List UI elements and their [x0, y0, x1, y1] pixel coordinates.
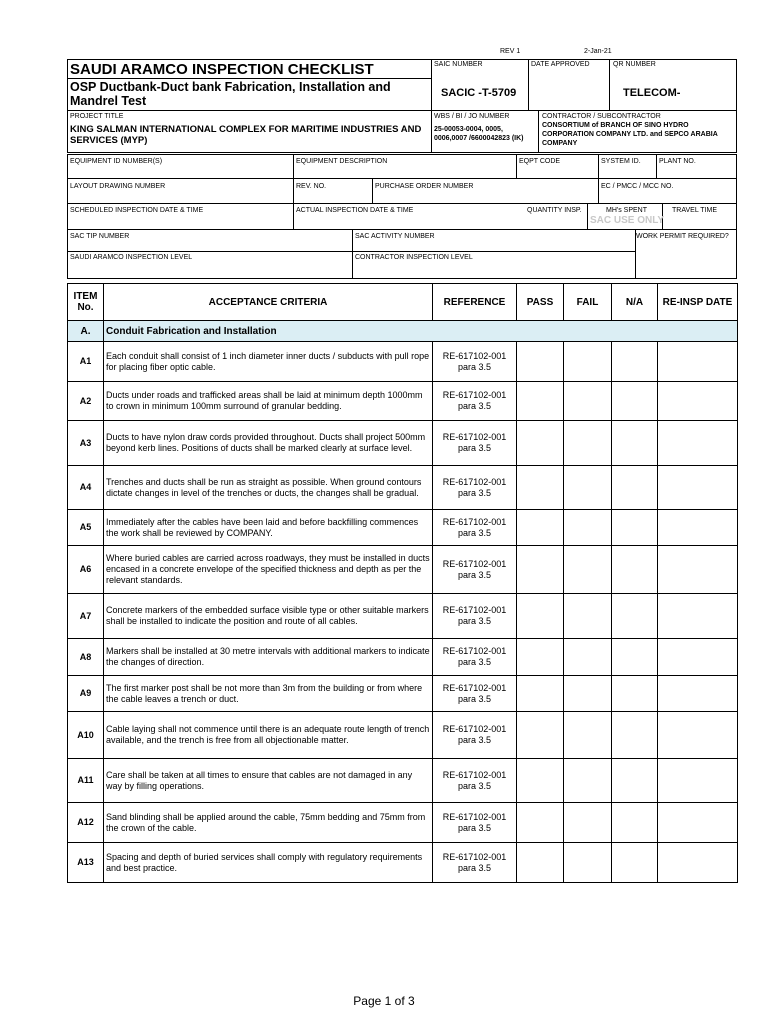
- pass-cell[interactable]: [517, 382, 564, 421]
- criteria-text: Ducts to have nylon draw cords provided throughout. Ducts shall project 500mm beyond kerb lines. Positions of ducts shall be marked clearly at surface level.: [104, 421, 433, 466]
- wbs-value: 25-00053-0004, 0005, 0006,0007 /6600042823 (IK): [434, 126, 524, 142]
- reference-cell: RE-617102-001 para 3.5: [433, 639, 517, 676]
- criteria-text: The first marker post shall be not more than 3m from the building or from where the cable leaves a trench or duct.: [104, 676, 433, 712]
- fail-cell[interactable]: [564, 594, 612, 639]
- header-fail: FAIL: [564, 284, 612, 321]
- reference-cell: RE-617102-001 para 3.5: [433, 510, 517, 546]
- page-number: Page 1 of 3: [353, 994, 415, 1008]
- criteria-text: Immediately after the cables have been laid and before backfilling commences the work shall be reviewed by COMPANY.: [104, 510, 433, 546]
- item-number: A1: [68, 342, 104, 382]
- actual-date-label: ACTUAL INSPECTION DATE & TIME: [296, 207, 414, 214]
- table-row: [68, 342, 738, 382]
- reference-cell: RE-617102-001 para 3.5: [433, 546, 517, 594]
- item-number: A13: [68, 843, 104, 883]
- reinsp-date-cell[interactable]: [658, 421, 738, 466]
- na-cell[interactable]: [612, 676, 658, 712]
- pass-cell[interactable]: [517, 421, 564, 466]
- pass-cell[interactable]: [517, 510, 564, 546]
- na-cell[interactable]: [612, 510, 658, 546]
- fail-cell[interactable]: [564, 676, 612, 712]
- pass-cell[interactable]: [517, 803, 564, 843]
- plant-no-label: PLANT NO.: [659, 158, 696, 165]
- item-number: A6: [68, 546, 104, 594]
- pass-cell[interactable]: [517, 676, 564, 712]
- pass-cell[interactable]: [517, 843, 564, 883]
- na-cell[interactable]: [612, 843, 658, 883]
- na-cell[interactable]: [612, 382, 658, 421]
- reinsp-date-cell[interactable]: [658, 510, 738, 546]
- reference-cell: RE-617102-001 para 3.5: [433, 421, 517, 466]
- date-approved-label: DATE APPROVED: [531, 61, 590, 68]
- table-row: [68, 382, 738, 421]
- fail-cell[interactable]: [564, 342, 612, 382]
- reinsp-date-cell[interactable]: [658, 466, 738, 510]
- table-row: [68, 546, 738, 594]
- qr-number-label: QR NUMBER: [613, 61, 656, 68]
- table-row: [68, 712, 738, 759]
- reference-cell: RE-617102-001 para 3.5: [433, 712, 517, 759]
- pass-cell[interactable]: [517, 546, 564, 594]
- saic-number-value: SACIC -T-5709: [441, 87, 517, 99]
- item-number: A5: [68, 510, 104, 546]
- na-cell[interactable]: [612, 466, 658, 510]
- na-cell[interactable]: [612, 421, 658, 466]
- item-number: A12: [68, 803, 104, 843]
- checklist-subtitle: OSP Ductbank-Duct bank Fabrication, Installation and Mandrel Test: [70, 80, 391, 108]
- reference-cell: RE-617102-001 para 3.5: [433, 466, 517, 510]
- na-cell[interactable]: [612, 546, 658, 594]
- sac-tip-label: SAC TIP NUMBER: [70, 233, 130, 240]
- ec-pmcc-label: EC / PMCC / MCC NO.: [601, 183, 674, 190]
- fail-cell[interactable]: [564, 759, 612, 803]
- saic-number-label: SAIC NUMBER: [434, 61, 483, 68]
- purchase-order-label: PURCHASE ORDER NUMBER: [375, 183, 474, 190]
- fail-cell[interactable]: [564, 639, 612, 676]
- header-acceptance-criteria: ACCEPTANCE CRITERIA: [104, 284, 433, 321]
- item-number: A2: [68, 382, 104, 421]
- table-row: [68, 510, 738, 546]
- rev-no-label: REV. NO.: [296, 183, 327, 190]
- contractor-label: CONTRACTOR / SUBCONTRACTOR: [542, 113, 661, 120]
- project-title-value: KING SALMAN INTERNATIONAL COMPLEX FOR MARITIME INDUSTRIES AND SERVICES (MYP): [70, 124, 422, 146]
- equipment-description-label: EQUIPMENT DESCRIPTION: [296, 158, 388, 165]
- eqpt-code-label: EQPT CODE: [519, 158, 561, 165]
- reinsp-date-cell[interactable]: [658, 639, 738, 676]
- scheduled-date-label: SCHEDULED INSPECTION DATE & TIME: [70, 207, 204, 214]
- criteria-text: Sand blinding shall be applied around the cable, 75mm bedding and 75mm from the crown of the cable.: [104, 803, 433, 843]
- section-title: Conduit Fabrication and Installation: [104, 321, 738, 342]
- travel-time-label: TRAVEL TIME: [672, 207, 717, 214]
- pass-cell[interactable]: [517, 759, 564, 803]
- revision-label: REV 1: [500, 48, 521, 55]
- criteria-text: Markers shall be installed at 30 metre intervals with additional markers to indicate the changes of direction.: [104, 639, 433, 676]
- criteria-text: Ducts under roads and trafficked areas shall be laid at minimum depth 1000mm to crown in minimum 100mm surround of granular bedding.: [104, 382, 433, 421]
- contractor-value: CONSORTIUM of BRANCH OF SINO HYDRO CORPORATION COMPANY LTD. and SEPCO ARABIA COMPANY: [542, 122, 718, 147]
- pass-cell[interactable]: [517, 712, 564, 759]
- section-code: A.: [68, 321, 104, 342]
- header-item-no: ITEM No.: [68, 284, 104, 321]
- item-number: A4: [68, 466, 104, 510]
- pass-cell[interactable]: [517, 639, 564, 676]
- reference-cell: RE-617102-001 para 3.5: [433, 382, 517, 421]
- table-row: [68, 421, 738, 466]
- qr-number-value: TELECOM-: [623, 87, 681, 99]
- criteria-text: Concrete markers of the embedded surface visible type or other suitable markers shall be installed to indicate the position and route of all cables.: [104, 594, 433, 639]
- header-pass: PASS: [517, 284, 564, 321]
- header-na: N/A: [612, 284, 658, 321]
- reinsp-date-cell[interactable]: [658, 803, 738, 843]
- reinsp-date-cell[interactable]: [658, 342, 738, 382]
- na-cell[interactable]: [612, 803, 658, 843]
- header-reference: REFERENCE: [433, 284, 517, 321]
- pass-cell[interactable]: [517, 342, 564, 382]
- fail-cell[interactable]: [564, 510, 612, 546]
- reference-cell: RE-617102-001 para 3.5: [433, 843, 517, 883]
- equipment-id-label: EQUIPMENT ID NUMBER(S): [70, 158, 163, 165]
- contractor-inspection-level-label: CONTRACTOR INSPECTION LEVEL: [355, 254, 473, 261]
- reinsp-date-cell[interactable]: [658, 759, 738, 803]
- reinsp-date-cell[interactable]: [658, 712, 738, 759]
- criteria-text: Trenches and ducts shall be run as straight as possible. When ground contours dictate changes in level of the trenches or ducts, the changes shall be gradual.: [104, 466, 433, 510]
- work-permit-label: WORK PERMIT REQUIRED?: [636, 233, 729, 240]
- item-number: A7: [68, 594, 104, 639]
- fail-cell[interactable]: [564, 382, 612, 421]
- reinsp-date-cell[interactable]: [658, 382, 738, 421]
- reference-cell: RE-617102-001 para 3.5: [433, 342, 517, 382]
- criteria-text: Cable laying shall not commence until there is an adequate route length of trench available, and the trench is free from all objectionable matter.: [104, 712, 433, 759]
- mhs-spent-label: MH's SPENT: [606, 207, 648, 214]
- na-cell[interactable]: [612, 759, 658, 803]
- sac-activity-label: SAC ACTIVITY NUMBER: [355, 233, 435, 240]
- table-row: [68, 639, 738, 676]
- fail-cell[interactable]: [564, 546, 612, 594]
- table-row: [68, 466, 738, 510]
- na-cell[interactable]: [612, 639, 658, 676]
- table-row: [68, 759, 738, 803]
- system-id-label: SYSTEM ID.: [601, 158, 641, 165]
- table-header-row: [68, 284, 738, 321]
- revision-date: 2-Jan-21: [584, 48, 612, 55]
- sac-use-only-watermark: SAC USE ONLY: [590, 215, 665, 226]
- reference-cell: RE-617102-001 para 3.5: [433, 594, 517, 639]
- na-cell[interactable]: [612, 342, 658, 382]
- item-number: A3: [68, 421, 104, 466]
- wbs-label: WBS / BI / JO NUMBER: [434, 113, 510, 120]
- criteria-text: Where buried cables are carried across roadways, they must be installed in ducts encased in a concrete envelope of the specified thickness and depth as per the relevant standards.: [104, 546, 433, 594]
- item-number: A11: [68, 759, 104, 803]
- fail-cell[interactable]: [564, 803, 612, 843]
- table-row: [68, 594, 738, 639]
- quantity-insp-label: QUANTITY INSP.: [527, 207, 582, 214]
- item-number: A9: [68, 676, 104, 712]
- criteria-text: Each conduit shall consist of 1 inch diameter inner ducts / subducts with pull rope for placing fiber optic cable.: [104, 342, 433, 382]
- table-row: [68, 803, 738, 843]
- criteria-text: Care shall be taken at all times to ensure that cables are not damaged in any way by filling operations.: [104, 759, 433, 803]
- table-row: [68, 843, 738, 883]
- reinsp-date-cell[interactable]: [658, 676, 738, 712]
- aramco-inspection-level-label: SAUDI ARAMCO INSPECTION LEVEL: [70, 254, 193, 261]
- item-number: A8: [68, 639, 104, 676]
- fail-cell[interactable]: [564, 466, 612, 510]
- project-title-label: PROJECT TITLE: [70, 113, 124, 120]
- na-cell[interactable]: [612, 712, 658, 759]
- layout-drawing-label: LAYOUT DRAWING NUMBER: [70, 183, 166, 190]
- reference-cell: RE-617102-001 para 3.5: [433, 803, 517, 843]
- fail-cell[interactable]: [564, 421, 612, 466]
- section-row: [68, 321, 738, 342]
- item-number: A10: [68, 712, 104, 759]
- table-row: [68, 676, 738, 712]
- reinsp-date-cell[interactable]: [658, 546, 738, 594]
- criteria-text: Spacing and depth of buried services shall comply with regulatory requirements and best practice.: [104, 843, 433, 883]
- reference-cell: RE-617102-001 para 3.5: [433, 676, 517, 712]
- na-cell[interactable]: [612, 594, 658, 639]
- reference-cell: RE-617102-001 para 3.5: [433, 759, 517, 803]
- reinsp-date-cell[interactable]: [658, 594, 738, 639]
- fail-cell[interactable]: [564, 712, 612, 759]
- header-reinsp-date: RE-INSP DATE: [658, 284, 738, 321]
- pass-cell[interactable]: [517, 466, 564, 510]
- fail-cell[interactable]: [564, 843, 612, 883]
- reinsp-date-cell[interactable]: [658, 843, 738, 883]
- checklist-title: SAUDI ARAMCO INSPECTION CHECKLIST: [70, 61, 374, 78]
- pass-cell[interactable]: [517, 594, 564, 639]
- acceptance-criteria-table: [67, 283, 738, 883]
